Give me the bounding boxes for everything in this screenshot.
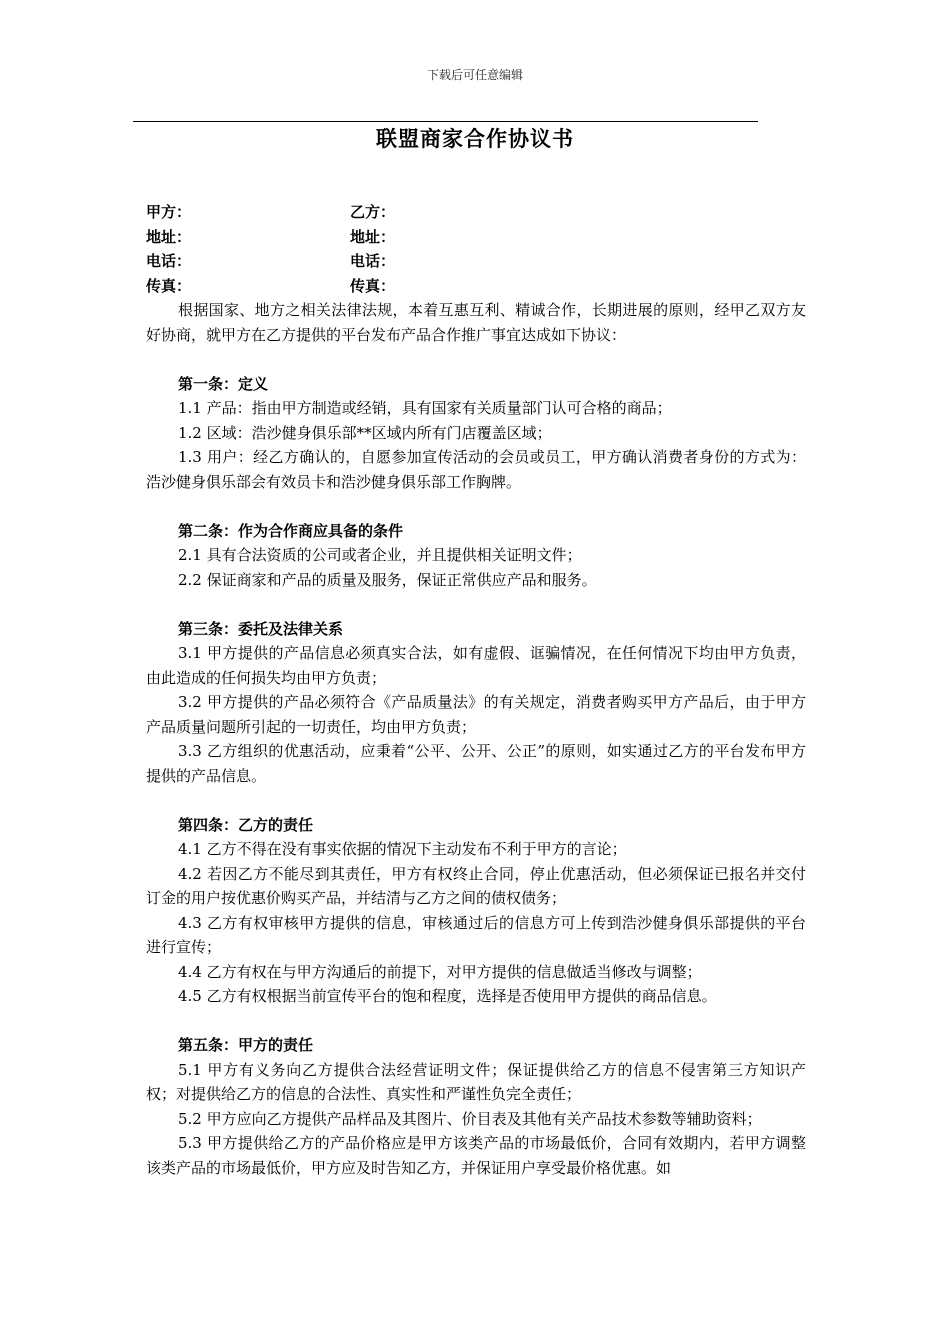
section-title: 第三条：委托及法律关系 xyxy=(178,619,344,638)
party-row xyxy=(146,249,806,274)
party-b-label: 乙方： xyxy=(350,203,396,221)
party-a-fax-label: 传真： xyxy=(146,276,192,295)
party-b-fax-label: 传真： xyxy=(350,276,396,295)
clause-paragraph: 1.3 用户：经乙方确认的，自愿参加宣传活动的会员或员工，甲方确认消费者身份的方式为：浩沙健身俱乐部会有效员卡和浩沙健身俱乐部工作胸牌。 xyxy=(146,448,806,491)
section-title: 第一条：定义 xyxy=(178,374,269,393)
document-title: 联盟商家合作协议书 xyxy=(376,126,574,151)
clause-paragraph: 3.1 甲方提供的产品信息必须真实合法，如有虚假、诓骗情况，在任何情况下均由甲方负责，由此造成的任何损失均由甲方负责； xyxy=(146,644,806,687)
clause-paragraph: 5.1 甲方有义务向乙方提供合法经营证明文件；保证提供给乙方的信息不侵害第三方知识产权；对提供给乙方的信息的合法性、真实性和严谨性负完全责任； xyxy=(146,1060,806,1103)
party-b-phone-label: 电话： xyxy=(350,252,396,270)
party-row xyxy=(146,274,806,299)
clause-paragraph: 4.4 乙方有权在与甲方沟通后的前提下，对甲方提供的信息做适当修改与调整； xyxy=(178,962,702,981)
clause-paragraph: 1.2 区域：浩沙健身俱乐部**区域内所有门店覆盖区域； xyxy=(178,423,552,442)
clause-paragraph: 4.1 乙方不得在没有事实依据的情况下主动发布不利于甲方的言论； xyxy=(178,840,627,858)
clause-paragraph: 2.2 保证商家和产品的质量及服务，保证正常供应产品和服务。 xyxy=(178,570,597,589)
clause-paragraph: 3.3 乙方组织的优惠活动，应秉着“公平、公开、公正”的原则，如实通过乙方的平台发布甲方提供的产品信息。 xyxy=(146,742,806,785)
document-body xyxy=(146,200,806,1180)
clause-paragraph: 5.3 甲方提供给乙方的产品价格应是甲方该类产品的市场最低价，合同有效期内，若甲方调整该类产品的市场最低价，甲方应及时告知乙方，并保证用户享受最价格优惠。如 xyxy=(146,1134,806,1177)
clause-paragraph: 4.2 若因乙方不能尽到其责任，甲方有权终止合同，停止优惠活动，但必须保证已报名并交付订金的用户按优惠价购买产品，并结清与乙方之间的债权债务； xyxy=(146,864,806,907)
section-title: 第四条：乙方的责任 xyxy=(178,815,314,834)
section-title: 第五条：甲方的责任 xyxy=(178,1036,314,1054)
party-row xyxy=(146,225,806,250)
clause-paragraph: 4.3 乙方有权审核甲方提供的信息，审核通过后的信息方可上传到浩沙健身俱乐部提供的平台进行宣传； xyxy=(146,913,806,956)
clause-paragraph: 4.5 乙方有权根据当前宣传平台的饱和程度，选择是否使用甲方提供的商品信息。 xyxy=(178,987,717,1005)
clause-paragraph: 3.2 甲方提供的产品必须符合《产品质量法》的有关规定，消费者购买甲方产品后，由于甲方产品质量问题所引起的一切责任，均由甲方负责； xyxy=(146,693,806,736)
party-a-label: 甲方： xyxy=(146,203,192,221)
clause-paragraph: 5.2 甲方应向乙方提供产品样品及其图片、价目表及其他有关产品技术参数等辅助资料； xyxy=(178,1109,762,1128)
party-a-address-label: 地址： xyxy=(146,227,192,246)
party-block xyxy=(146,200,806,298)
title-rule xyxy=(133,121,758,122)
clause-paragraph: 2.1 具有合法资质的公司或者企业，并且提供相关证明文件； xyxy=(178,546,582,564)
party-b-address-label: 地址： xyxy=(350,227,396,246)
section-title: 第二条：作为合作商应具备的条件 xyxy=(178,521,404,540)
intro-paragraph: 根据国家、地方之相关法律法规，本着互惠互利、精诚合作，长期进展的原则，经甲乙双方友好协商，就甲方在乙方提供的平台发布产品合作推广事宜达成如下协议： xyxy=(146,301,806,344)
party-row xyxy=(146,200,806,225)
party-a-phone-label: 电话： xyxy=(146,252,192,270)
header-note: 下载后可任意编辑 xyxy=(426,68,523,82)
clause-paragraph: 1.1 产品：指由甲方制造或经销，具有国家有关质量部门认可合格的商品； xyxy=(178,399,672,417)
